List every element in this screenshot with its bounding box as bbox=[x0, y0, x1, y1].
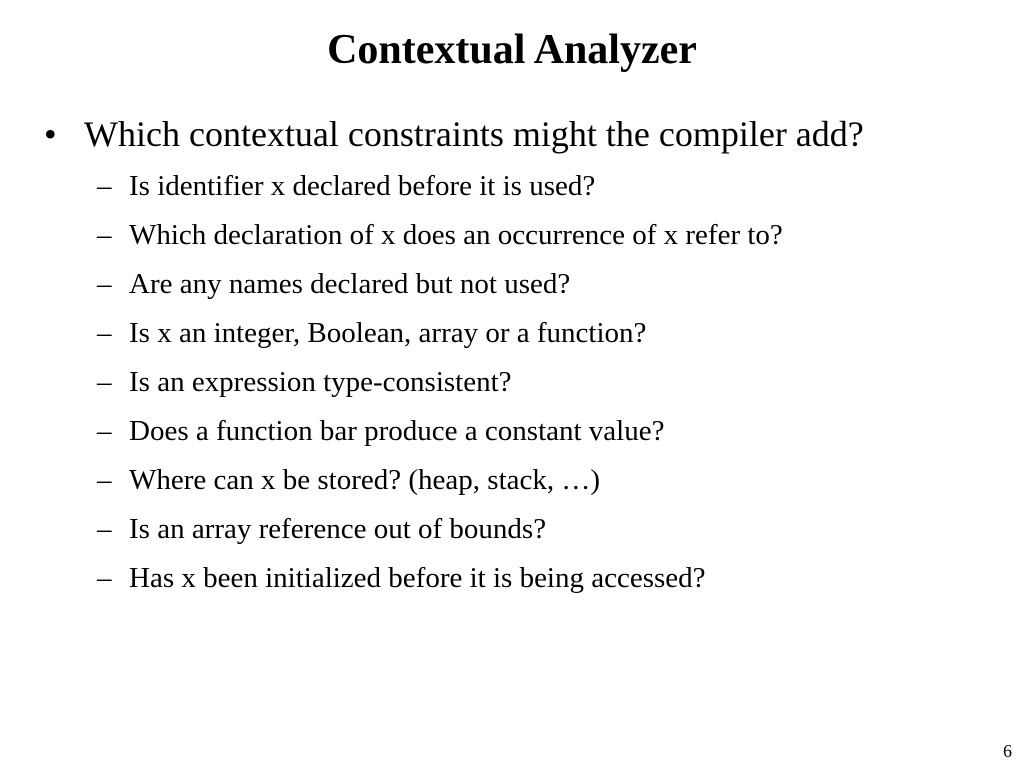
sub-bullet bbox=[97, 360, 783, 409]
dash-marker: – bbox=[97, 562, 112, 594]
sub-bullet bbox=[97, 556, 783, 605]
sub-bullet bbox=[97, 164, 783, 213]
dash-marker: – bbox=[97, 317, 112, 349]
sub-bullet-list bbox=[97, 164, 783, 605]
sub-bullet bbox=[97, 458, 783, 507]
dash-marker: – bbox=[97, 268, 112, 300]
main-bullet-text: Which contextual constraints might the compiler add? bbox=[84, 114, 864, 154]
main-bullet bbox=[44, 112, 864, 156]
page-number: 6 bbox=[1003, 741, 1012, 761]
sub-bullet-text: Is x an integer, Boolean, array or a function? bbox=[129, 317, 647, 349]
sub-bullet-text: Is identifier x declared before it is used? bbox=[129, 170, 596, 202]
sub-bullet bbox=[97, 262, 783, 311]
dash-marker: – bbox=[97, 415, 112, 447]
dash-marker: – bbox=[97, 464, 112, 496]
sub-bullet bbox=[97, 311, 783, 360]
sub-bullet-text: Are any names declared but not used? bbox=[129, 268, 571, 300]
sub-bullet-text: Which declaration of x does an occurrence of x refer to? bbox=[129, 219, 783, 251]
sub-bullet bbox=[97, 409, 783, 458]
sub-bullet-text: Has x been initialized before it is being accessed? bbox=[129, 562, 706, 594]
bullet-marker: • bbox=[44, 114, 57, 154]
sub-bullet-text: Is an expression type-consistent? bbox=[129, 366, 512, 398]
dash-marker: – bbox=[97, 219, 112, 251]
dash-marker: – bbox=[97, 513, 112, 545]
sub-bullet-text: Does a function bar produce a constant value? bbox=[129, 415, 665, 447]
sub-bullet bbox=[97, 213, 783, 262]
slide-title: Contextual Analyzer bbox=[327, 27, 697, 73]
sub-bullet-text: Where can x be stored? (heap, stack, …) bbox=[129, 464, 601, 496]
dash-marker: – bbox=[97, 366, 112, 398]
sub-bullet bbox=[97, 507, 783, 556]
dash-marker: – bbox=[97, 170, 112, 202]
sub-bullet-text: Is an array reference out of bounds? bbox=[129, 513, 547, 545]
